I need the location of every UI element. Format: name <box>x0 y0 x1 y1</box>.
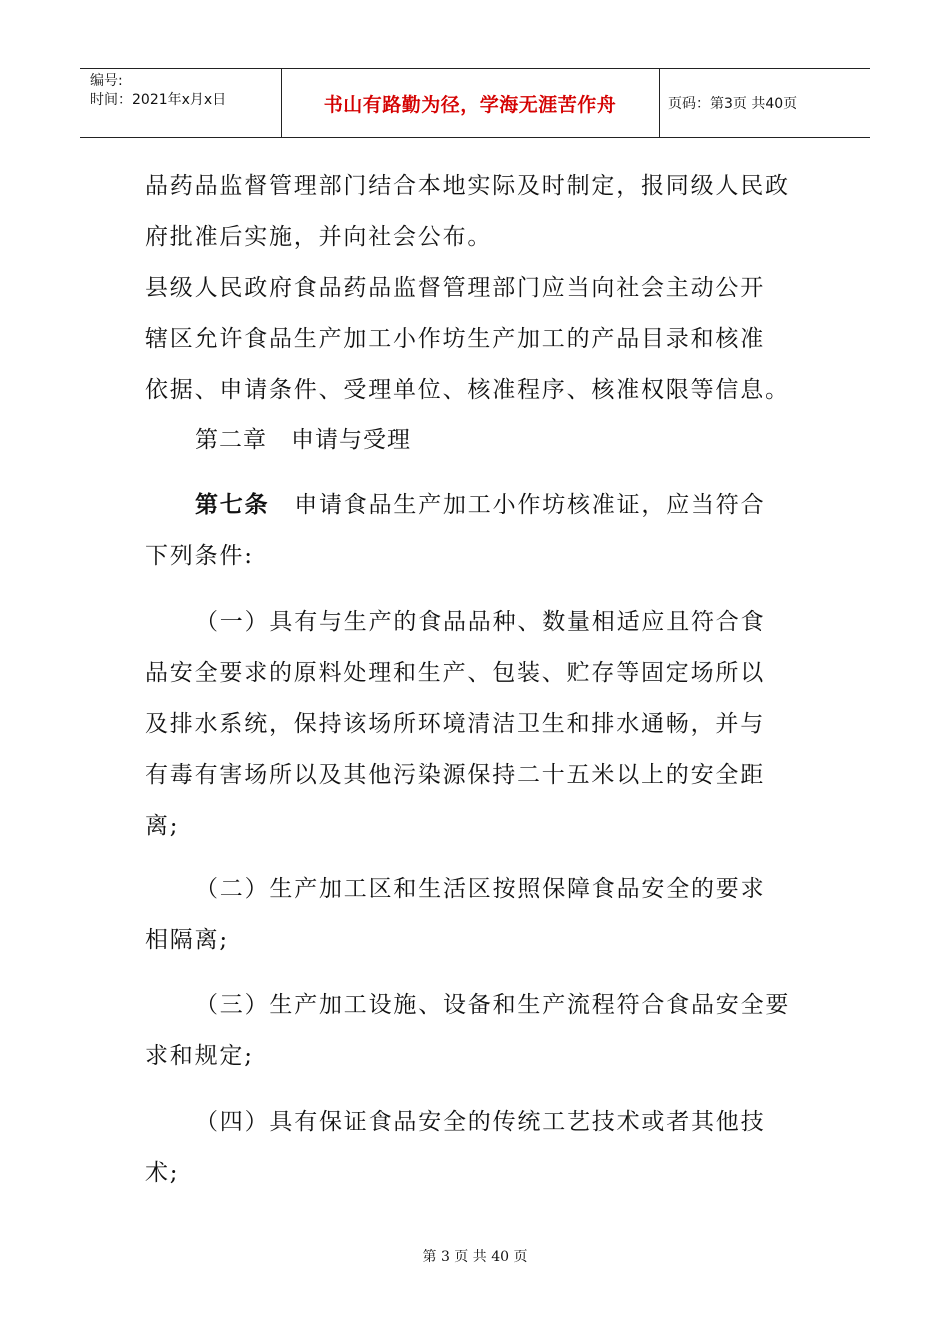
item-line: （二）生产加工区和生活区按照保障食品安全的要求 <box>195 876 766 902</box>
header-motto-cell <box>281 69 660 137</box>
text-line: 相隔离; <box>145 927 229 953</box>
chapter-heading: 第二章 申请与受理 <box>195 427 411 453</box>
header-page-cell <box>660 69 870 137</box>
text-line: 品药品监督管理部门结合本地实际及时制定，报同级人民政 <box>145 173 790 199</box>
text-line: 县级人民政府食品药品监督管理部门应当向社会主动公开 <box>145 275 765 301</box>
article-label: 第七条 <box>195 492 270 518</box>
text-line: 下列条件: <box>145 543 254 569</box>
item-line: （四）具有保证食品安全的传统工艺技术或者其他技 <box>195 1109 766 1135</box>
text-line: 离; <box>145 813 180 839</box>
text-line: 依据、申请条件、受理单位、核准程序、核准权限等信息。 <box>145 377 790 403</box>
page-footer: 第 3 页 共 40 页 <box>422 1249 528 1265</box>
text-line: 有毒有害场所以及其他污染源保持二十五米以上的安全距 <box>145 762 765 788</box>
text-line: 品安全要求的原料处理和生产、包装、贮存等固定场所以 <box>145 660 765 686</box>
item-line: （一）具有与生产的食品品种、数量相适应且符合食 <box>195 609 766 635</box>
text-line: 辖区允许食品生产加工小作坊生产加工的产品目录和核准 <box>145 326 765 352</box>
article-heading-line <box>145 480 807 531</box>
article-text: 申请食品生产加工小作坊核准证，应当符合 <box>269 492 766 518</box>
header-meta-cell <box>80 69 282 137</box>
header-motto: 书山有路勤为径，学海无涯苦作舟 <box>323 93 617 116</box>
item-line: （三）生产加工设施、设备和生产流程符合食品安全要 <box>195 992 791 1018</box>
text-line: 求和规定; <box>145 1043 254 1069</box>
text-line: 术; <box>145 1160 180 1186</box>
text-line: 府批准后实施，并向社会公布。 <box>145 224 493 250</box>
text-line: 及排水系统，保持该场所环境清洁卫生和排水通畅，并与 <box>145 711 765 737</box>
doc-time-label: 时间：2021年x月x日 <box>90 92 227 108</box>
doc-number-label: 编号: <box>90 73 123 89</box>
header-page-info: 页码：第3页 共40页 <box>668 96 798 112</box>
page-header <box>80 68 870 138</box>
